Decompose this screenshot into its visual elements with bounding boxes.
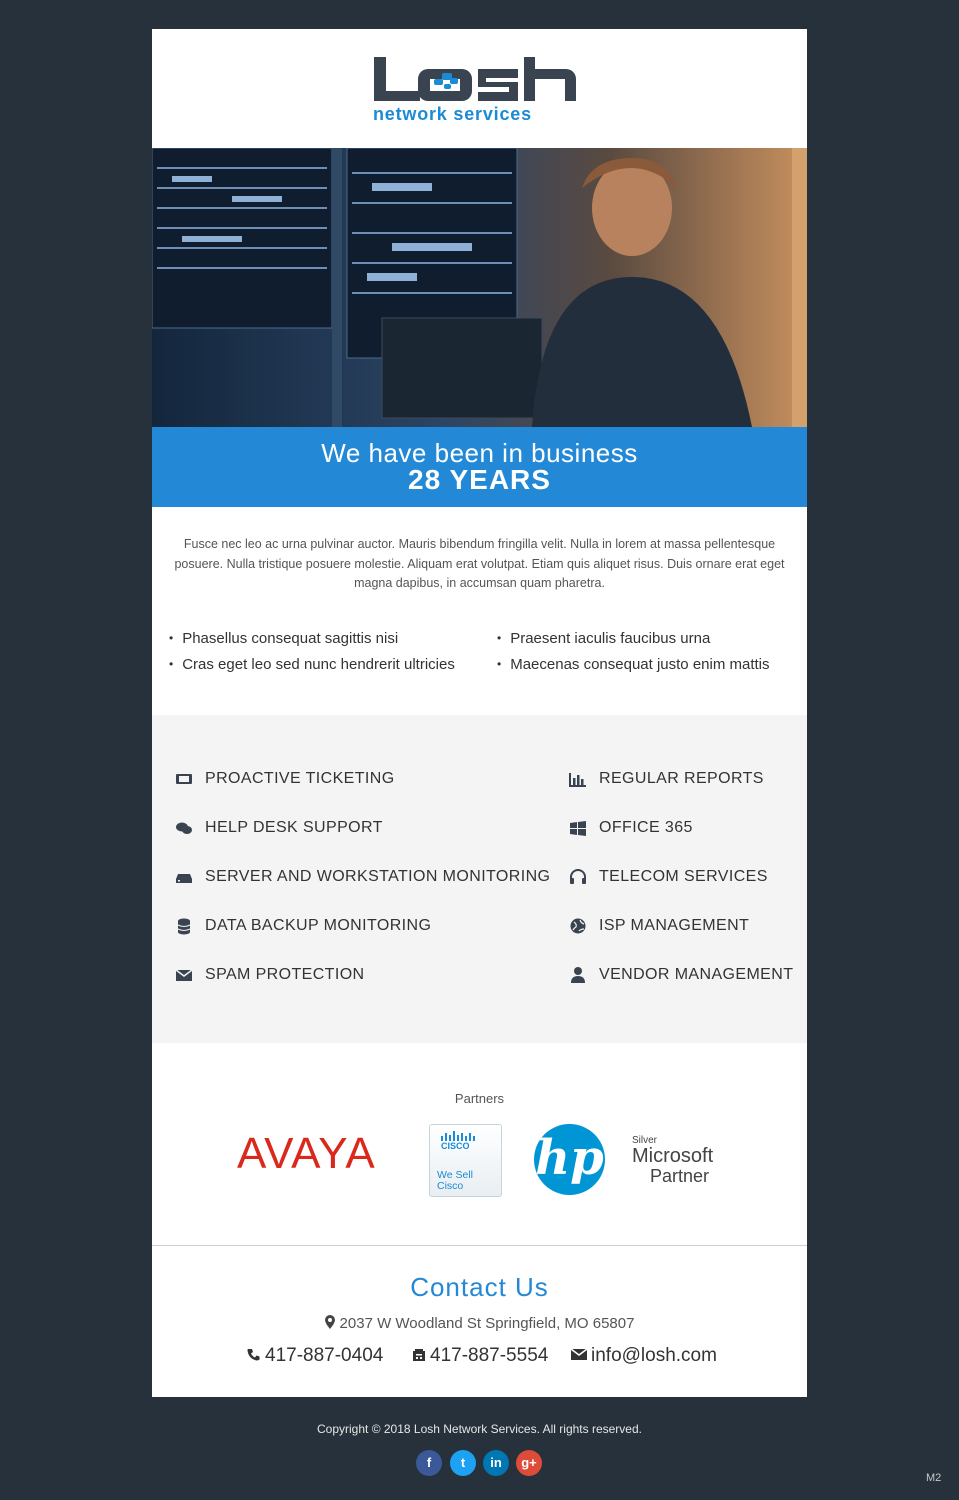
ms-line-1: Microsoft	[632, 1145, 714, 1167]
twitter-icon[interactable]	[450, 1450, 476, 1476]
linkedin-label: in	[490, 1455, 502, 1470]
email-link[interactable]	[571, 1345, 717, 1367]
phone-link[interactable]	[247, 1345, 383, 1367]
contact-title: Contact Us	[410, 1272, 549, 1302]
address-text: 2037 W Woodland St Springfield, MO 65807	[339, 1315, 635, 1332]
list-item: • Cras eget leo sed nunc hendrerit ultricies	[169, 652, 455, 678]
server-room-illustration	[152, 148, 807, 427]
user-icon	[569, 966, 587, 984]
logo[interactable]	[152, 29, 807, 148]
cisco-line-2: Cisco	[437, 1180, 464, 1192]
divider	[152, 1245, 807, 1246]
services-section: PROACTIVE TICKETING HELP DESK SUPPORT SERVER AND WORKSTATION MONITORING DATA BACKUP MONITORING SPAM PROTECTION REGULAR REPORTS OFFICE 365 TELECOM SERVICES ISP MANAGEMENT VENDOR MANAGEMENT	[152, 715, 807, 1043]
ms-line-2: Partner	[650, 1166, 710, 1186]
phone-icon	[247, 1348, 261, 1362]
avaya-logo[interactable]: AVAYA	[237, 1129, 376, 1178]
globe-icon	[569, 917, 587, 935]
fax-link[interactable]	[412, 1345, 548, 1367]
cisco-wordmark: CISCO	[441, 1141, 470, 1151]
database-icon	[175, 917, 193, 935]
envelope-icon	[571, 1348, 587, 1361]
map-pin-icon	[325, 1315, 335, 1329]
google-plus-icon[interactable]	[516, 1450, 542, 1476]
logo-tagline: network services	[373, 104, 532, 124]
cisco-bars-icon	[440, 1131, 480, 1141]
list-item: • Maecenas consequat justo enim mattis	[497, 652, 770, 678]
ms-silver-label: Silver	[632, 1135, 658, 1146]
hero-line-2: 28 YEARS	[408, 464, 551, 495]
hero-image	[152, 148, 807, 427]
hero-banner	[152, 427, 807, 507]
chat-icon	[175, 819, 193, 837]
linkedin-icon[interactable]	[483, 1450, 509, 1476]
headset-icon	[569, 868, 587, 886]
email-card	[152, 29, 807, 1397]
bullet-list-left	[169, 626, 455, 678]
bar-chart-icon	[569, 770, 587, 788]
phone-text: 417-887-0404	[265, 1345, 384, 1366]
cisco-line-1: We Sell	[437, 1169, 473, 1181]
hp-wordmark: hp	[535, 1130, 604, 1186]
server-icon	[175, 868, 193, 886]
cisco-logo[interactable]	[429, 1124, 502, 1197]
windows-icon	[569, 819, 587, 837]
ticket-icon	[175, 770, 193, 788]
copyright: Copyright © 2018 Losh Network Services. All rights reserved.	[317, 1422, 642, 1436]
hp-logo[interactable]	[534, 1124, 605, 1195]
list-item: • Praesent iaculis faucibus urna	[497, 626, 770, 652]
microsoft-partner-logo[interactable]	[632, 1132, 732, 1192]
partners-title: Partners	[454, 1091, 505, 1106]
fax-icon	[412, 1348, 426, 1362]
facebook-icon[interactable]	[416, 1450, 442, 1476]
facebook-label: f	[426, 1455, 432, 1470]
hero-line-1: We have been in business	[321, 438, 638, 468]
twitter-label: t	[460, 1455, 466, 1470]
envelope-icon	[175, 966, 193, 984]
corner-tag: M2	[926, 1472, 942, 1484]
google-plus-label: g+	[521, 1455, 537, 1470]
email-text: info@losh.com	[591, 1345, 717, 1366]
fax-text: 417-887-5554	[430, 1345, 549, 1366]
address	[152, 1315, 807, 1332]
intro-paragraph: Fusce nec leo ac urna pulvinar auctor. Mauris bibendum fringilla velit. Nulla in lorem at massa pellentesque posuere. Nulla tristique posuere molestie. Aliquam erat volutpat. Etiam quis aliquet risus. Duis ornare erat eget magna dapibus, in accumsan quam pharetra.	[174, 537, 785, 590]
list-item: • Phasellus consequat sagittis nisi	[169, 626, 455, 652]
bullet-list-right	[497, 626, 770, 678]
